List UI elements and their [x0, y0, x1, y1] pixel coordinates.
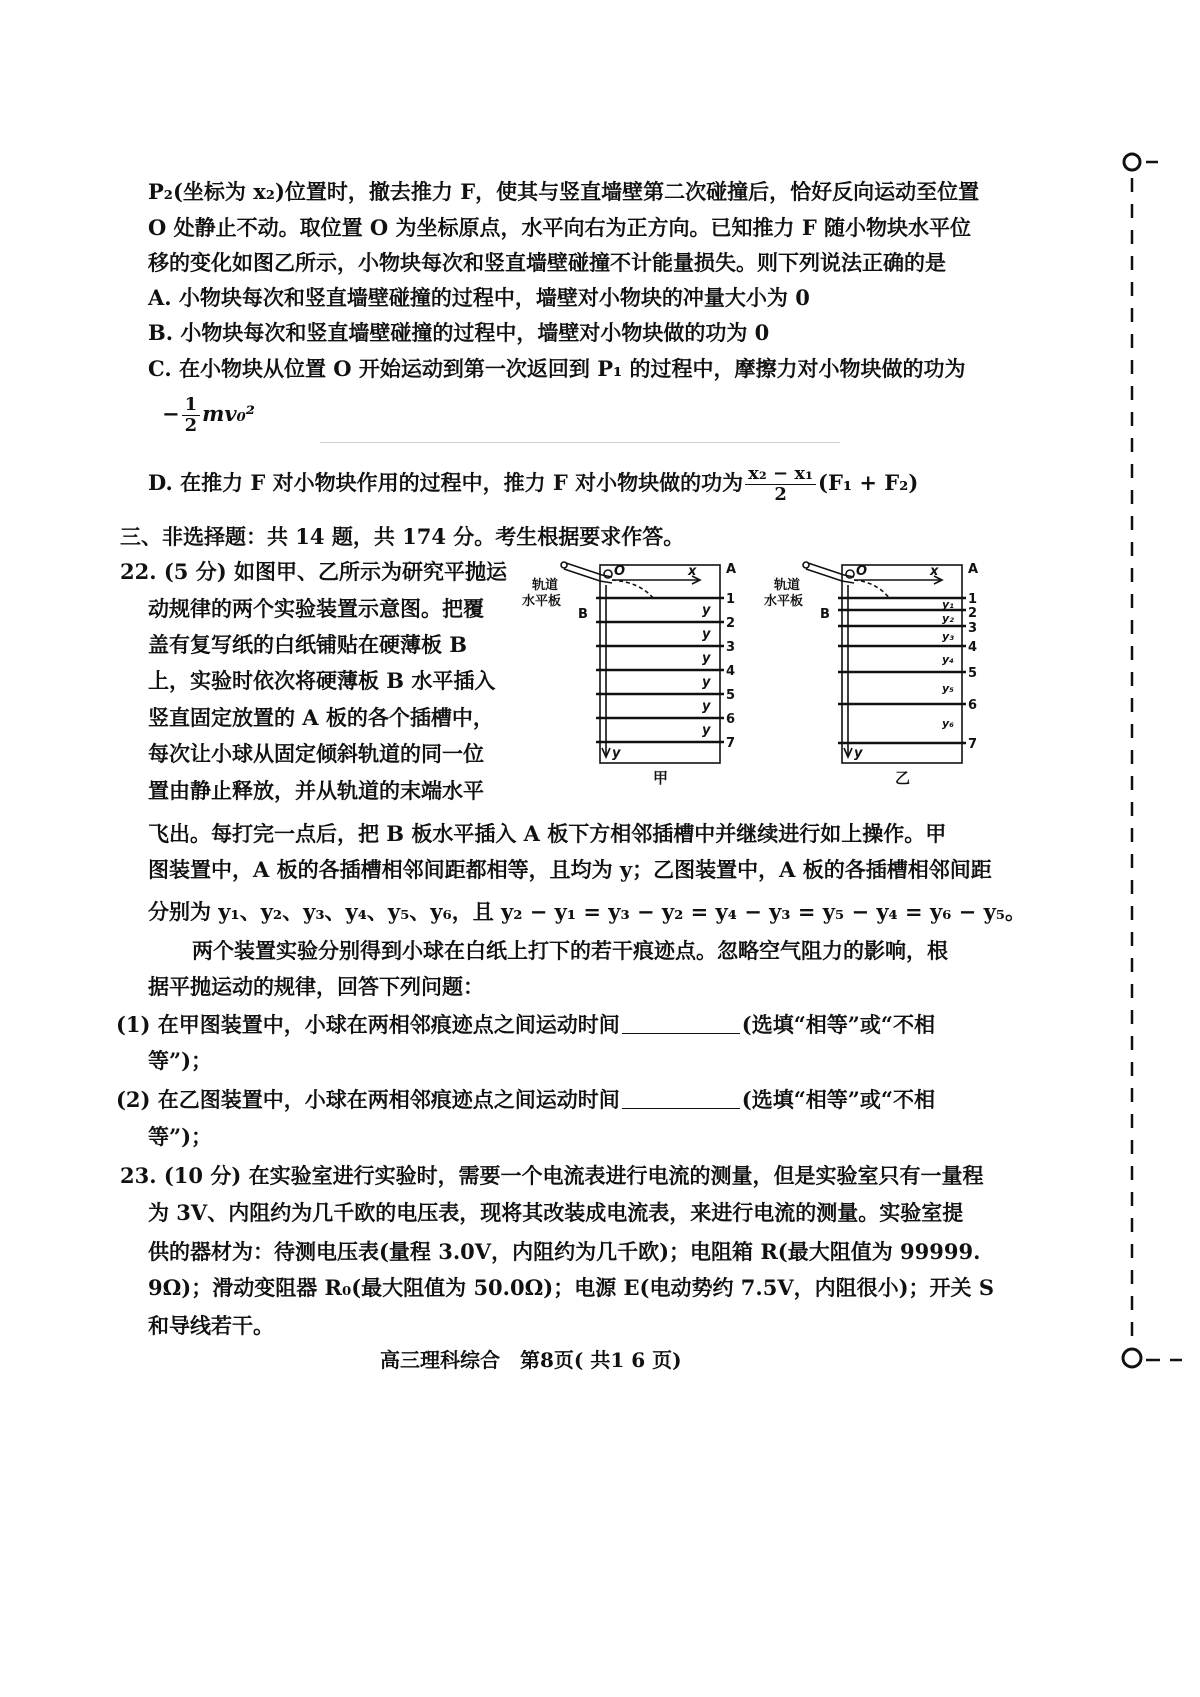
- board-a-label: A: [726, 562, 737, 577]
- gap-label-5: y: [702, 699, 711, 714]
- q22-part-1: [116, 1010, 935, 1040]
- part-2-text: (2) 在乙图装置中，小球在两相邻痕迹点之间运动时间: [116, 1087, 620, 1112]
- q21-option-b: B. 小物块每次和竖直墙壁碰撞的过程中，墙壁对小物块做的功为 0: [148, 320, 770, 345]
- x-label: x: [688, 564, 697, 579]
- part-2-choice: (选填“相等”或“不相: [741, 1087, 935, 1112]
- origin-label: O: [614, 564, 626, 579]
- figure-jia: [520, 555, 760, 790]
- part-1-text: (1) 在甲图装置中，小球在两相邻痕迹点之间运动时间: [116, 1012, 620, 1037]
- slot-number-4: 4: [968, 640, 978, 655]
- gap-label-4: y: [702, 675, 711, 690]
- ball-start: [561, 562, 567, 568]
- answer-blank-2[interactable]: [622, 1090, 740, 1109]
- gap-label-3: y₃: [942, 630, 954, 643]
- slot-number-2: 2: [968, 606, 978, 621]
- answer-blank-1[interactable]: [622, 1015, 740, 1034]
- formula-tail: mv₀²: [202, 401, 255, 426]
- fraction-numerator: 1: [182, 395, 201, 416]
- figure-caption-jia: 甲: [653, 769, 669, 787]
- q22-line-3: 盖有复写纸的白纸铺贴在硬薄板 B: [148, 632, 468, 657]
- slot-number-4: 4: [726, 664, 736, 679]
- q22-line-4: 上，实验时依次将硬薄板 B 水平插入: [148, 668, 496, 693]
- track-label: 轨道: [774, 578, 801, 593]
- gap-label-5: y₅: [942, 682, 954, 695]
- fraction-denominator: 2: [184, 415, 198, 436]
- q22-line-1: 22. (5 分) 如图甲、乙所示为研究平抛运: [120, 559, 507, 584]
- q23-line-1: 23. (10 分) 在实验室进行实验时，需要一个电流表进行电流的测量，但是实验室只有一量程: [120, 1163, 984, 1188]
- q22-part-1-cont: 等”)；: [148, 1048, 213, 1073]
- board-label: 水平板: [764, 594, 804, 609]
- gap-label-2: y₂: [942, 612, 954, 625]
- gap-label-1: y: [702, 603, 711, 618]
- slot-number-6: 6: [968, 698, 978, 713]
- q22-part-2-cont: 等”)；: [148, 1124, 213, 1149]
- fraction-denominator: 2: [774, 484, 787, 505]
- q21-line-2: O 处静止不动。取位置 O 为坐标原点，水平向右为正方向。已知推力 F 随小物块水平位: [148, 215, 972, 240]
- fraction-half: [182, 395, 201, 436]
- q23-line-3: 供的器材为：待测电压表(量程 3.0V，内阻约为几千欧)；电阻箱 R(最大阻值为 99999.: [148, 1239, 981, 1264]
- option-d-text: D. 在推力 F 对小物块作用的过程中，推力 F 对小物块做的功为: [148, 470, 744, 495]
- page-footer: 高三理科综合 第8页( 共1 6 页): [380, 1348, 682, 1372]
- q21-option-c: C. 在小物块从位置 O 开始运动到第一次返回到 P₁ 的过程中，摩擦力对小物块做的功为: [148, 356, 966, 381]
- x-label: x: [930, 564, 939, 579]
- slot-number-1: 1: [968, 592, 978, 607]
- slots: [596, 598, 724, 742]
- q22-line-6: 每次让小球从固定倾斜轨道的同一位: [148, 741, 484, 766]
- track-label: 轨道: [532, 578, 559, 593]
- binding-hole-bottom: [1123, 1349, 1141, 1367]
- q21-option-a: A. 小物块每次和竖直墙壁碰撞的过程中，墙壁对小物块的冲量大小为 0: [148, 285, 810, 310]
- q22-line-9: 图装置中，A 板的各插槽相邻间距都相等，且均为 y；乙图装置中，A 板的各插槽相邻间距: [148, 857, 992, 882]
- y-label: y: [612, 746, 621, 761]
- q22-line-12: 据平抛运动的规律，回答下列问题：: [148, 974, 484, 999]
- board-label: 水平板: [522, 594, 562, 609]
- slot-number-7: 7: [968, 737, 978, 752]
- figure-caption-yi: 乙: [895, 769, 911, 787]
- slot-number-1: 1: [726, 592, 736, 607]
- trajectory: [612, 580, 654, 599]
- board-b-label: B: [578, 607, 588, 622]
- slot-number-6: 6: [726, 712, 736, 727]
- binding-margin: [1120, 0, 1200, 1697]
- q22-line-5: 竖直固定放置的 A 板的各个插槽中，: [148, 705, 494, 730]
- board-a-label: A: [968, 562, 979, 577]
- q21-line-3: 移的变化如图乙所示，小物块每次和竖直墙壁碰撞不计能量损失。则下列说法正确的是: [148, 250, 946, 275]
- q21-line-1: P₂(坐标为 x₂)位置时，撤去推力 F，使其与竖直墙壁第二次碰撞后，恰好反向运动至位置: [148, 179, 980, 204]
- faint-divider: [320, 442, 840, 443]
- q22-line-8: 飞出。每打完一点后，把 B 板水平插入 A 板下方相邻插槽中并继续进行如上操作。甲: [148, 821, 947, 846]
- origin-label: O: [856, 564, 868, 579]
- slot-number-2: 2: [726, 616, 736, 631]
- q23-line-2: 为 3V、内阻约为几千欧的电压表，现将其改装成电流表，来进行电流的测量。实验室提: [148, 1200, 964, 1225]
- q23-line-5: 和导线若干。: [148, 1313, 274, 1338]
- part-1-choice: (选填“相等”或“不相: [741, 1012, 935, 1037]
- fraction-x2-minus-x1: [745, 464, 816, 505]
- gap-label-1: y₁: [942, 598, 954, 611]
- slot-number-7: 7: [726, 736, 736, 751]
- section-3-heading: 三、非选择题：共 14 题，共 174 分。考生根据要求作答。: [120, 524, 685, 549]
- formula-sign: −: [162, 401, 180, 426]
- gap-label-4: y₄: [942, 653, 954, 666]
- binding-hole-top: [1124, 154, 1140, 170]
- ball-start: [803, 562, 809, 568]
- slot-number-5: 5: [968, 666, 978, 681]
- trajectory: [854, 580, 890, 599]
- board-b-label: B: [820, 607, 830, 622]
- option-d-tail: (F₁ + F₂): [818, 470, 919, 495]
- q22-line-7: 置由静止释放，并从轨道的末端水平: [148, 778, 484, 803]
- q21-option-d: [148, 462, 918, 505]
- q23-line-4: 9Ω)；滑动变阻器 R₀(最大阻值为 50.0Ω)；电源 E(电动势约 7.5V，内阻很小)；开关 S: [148, 1275, 995, 1300]
- q22-line-10: 分别为 y₁、y₂、y₃、y₄、y₅、y₆，且 y₂ − y₁ = y₃ − y₂ = y₄ − y₃ = y₅ − y₄ = y₆ − y₅。: [148, 899, 1026, 924]
- gap-label-3: y: [702, 651, 711, 666]
- gap-label-2: y: [702, 627, 711, 642]
- gap-label-6: y₆: [942, 717, 954, 730]
- slot-number-3: 3: [968, 621, 978, 636]
- y-label: y: [854, 746, 863, 761]
- q22-part-2: [116, 1085, 935, 1115]
- gap-label-6: y: [702, 723, 711, 738]
- q22-line-11: 两个装置实验分别得到小球在白纸上打下的若干痕迹点。忽略空气阻力的影响，根: [192, 938, 948, 963]
- figure-yi: [762, 555, 1002, 790]
- slot-number-5: 5: [726, 688, 736, 703]
- q22-line-2: 动规律的两个实验装置示意图。把覆: [148, 596, 484, 621]
- slot-number-3: 3: [726, 640, 736, 655]
- fraction-numerator: x₂ − x₁: [745, 464, 816, 485]
- q21-option-c-formula: [162, 393, 255, 436]
